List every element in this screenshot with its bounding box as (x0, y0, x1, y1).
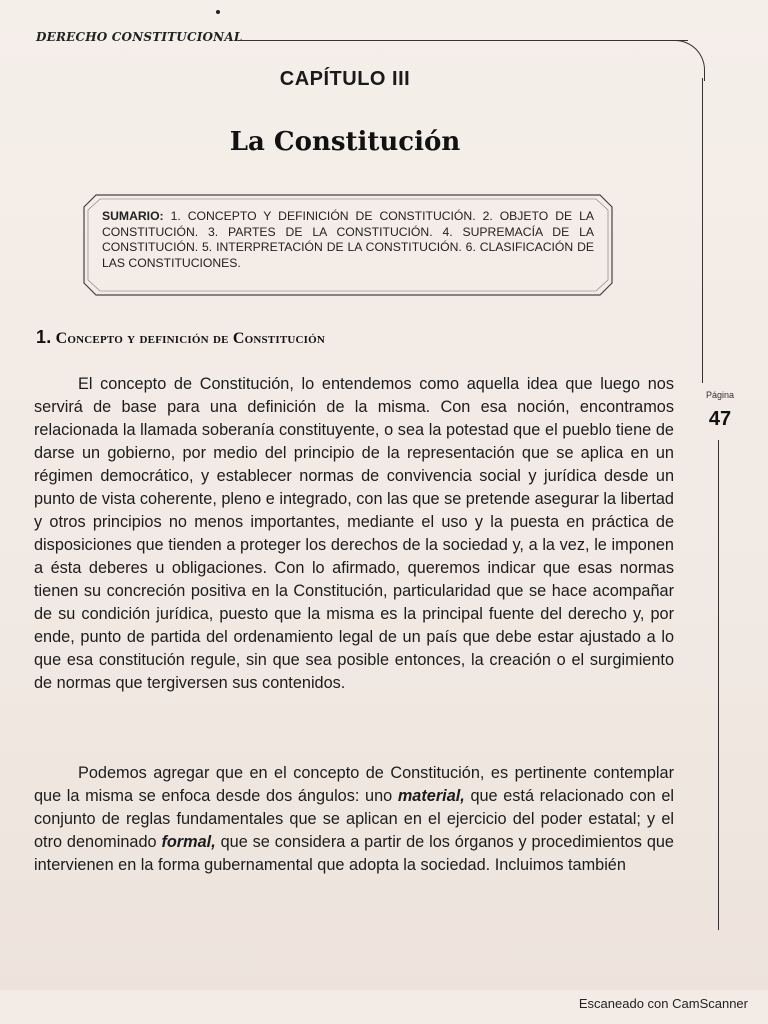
term-formal: formal, (161, 833, 216, 851)
speck (216, 10, 220, 14)
paragraph-2-part-a: Podemos agregar que en el concepto de Constitución, es pertinente contemplar que la misma se enfoca desde dos ángulos: uno (34, 764, 674, 805)
summary-text (102, 209, 594, 271)
frame-line-upper (702, 78, 703, 383)
term-material: material, (397, 787, 465, 805)
paragraph-2-part-b: que está relacionado con el conjunto de reglas fundamentales que se aplican en el ejercicio del poder estatal; y el otro denominado (34, 787, 674, 851)
summary-lead: SUMARIO: (102, 209, 164, 223)
paragraph-2-part-c: que se considera a partir de los órganos y procedimientos que intervienen en la forma gubernamental que adopta la sociedad. Incluimos también (34, 833, 674, 874)
frame-line-lower (718, 440, 719, 930)
chapter-title: La Constitución (229, 127, 461, 157)
header-rule (238, 40, 688, 41)
section-number: 1. (36, 327, 52, 347)
chapter-label: CAPÍTULO III (279, 68, 411, 90)
running-head: DERECHO CONSTITUCIONAL (36, 30, 243, 44)
scanner-watermark: Escaneado con CamScanner (578, 996, 748, 1011)
page-number: 47 (708, 408, 732, 430)
page-label: Página (705, 390, 735, 400)
paragraph-2 (34, 762, 674, 877)
section-heading (36, 327, 325, 348)
paragraph-1: El concepto de Constitución, lo entendemos como aquella idea que luego nos servirá de base para una definición de la misma. Con esa noción, encontramos relacionada la llamada soberanía constituyente, o sea la potestad que el pueblo tiene de darse un gobierno, por medio del principio de la representación que se aplica en un régimen democrático, y establecer normas de convivencia social y jurídica desde un punto de vista coherente, pleno e integrado, con las que se pretende asegurar la libertad y otros principios no menos importantes, mediante el uso y la puesta en práctica de disposiciones que tienden a proteger los derechos de la sociedad y, a la vez, le imponen a ésta deberes u obligaciones. Con lo afirmado, queremos indicar que esas normas tienen su concreción positiva en la Constitución, particularidad que se hace acompañar de su condición jurídica, puesto que la misma es la principal fuente del derecho y, por ende, punto de partida del ordenamiento legal de un país que debe estar ajustado a lo que esa constitución regule, sin que sea posible entonces, la creación o el surgimiento de normas que tergiversen sus contenidos. (34, 375, 674, 692)
section-title: Concepto y definición de Constitución (55, 330, 326, 347)
summary-items: 1. CONCEPTO Y DEFINICIÓN DE CONSTITUCIÓN. 2. OBJETO DE LA CONSTITUCIÓN. 3. PARTES DE LA CONSTITUCIÓN. 4. SUPREMACÍA DE LA CONSTITUCIÓN. 5. INTERPRETACIÓN DE LA CONSTITUCIÓN. 6. CLASIFICACIÓN DE LAS CONSTITUCIONES. (102, 209, 594, 270)
summary-box (82, 193, 614, 297)
